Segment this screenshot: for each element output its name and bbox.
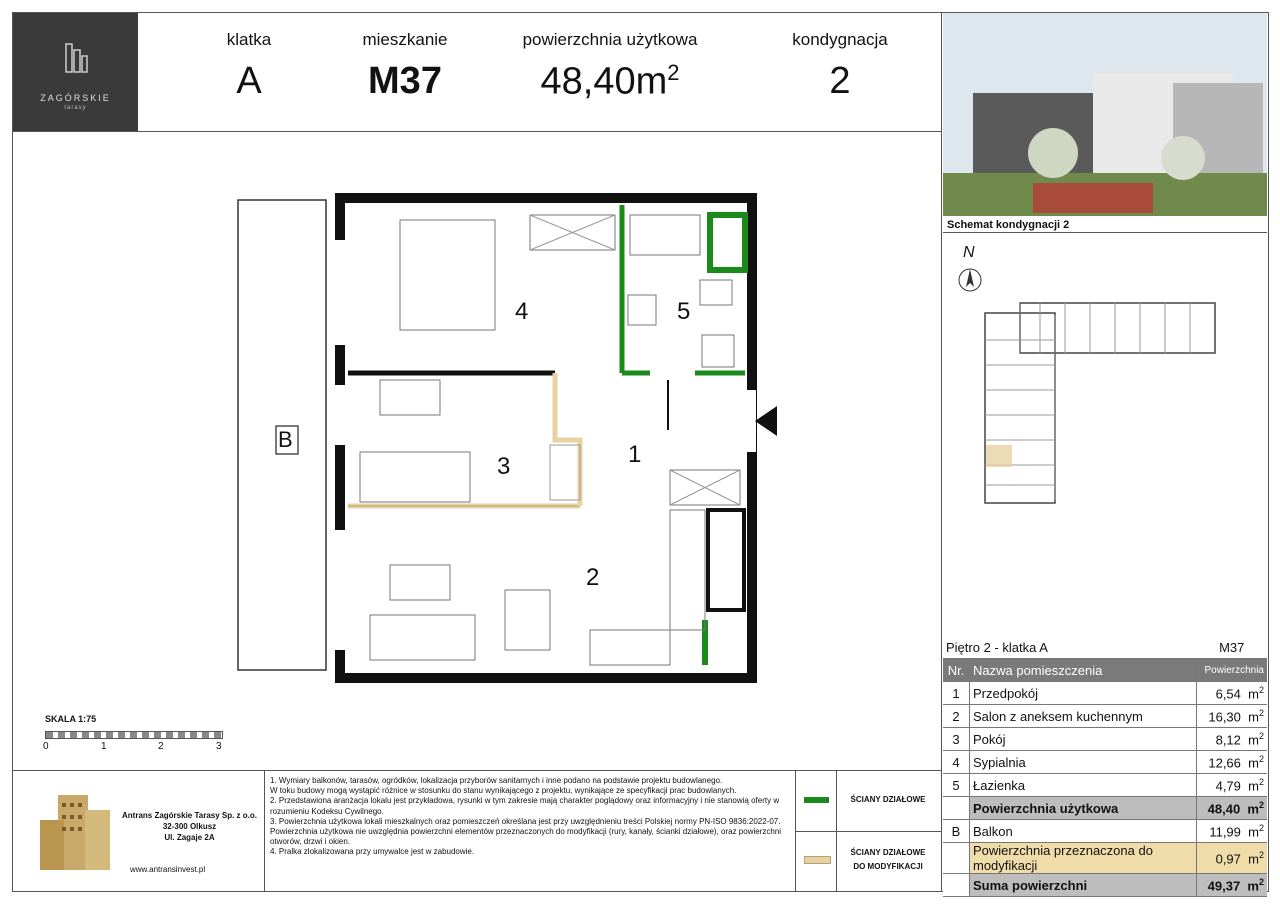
floor-plan: [230, 190, 810, 690]
note-1: 1. Wymiary balkonów, tarasów, ogródków, lokalizacja przyborów sanitarnych i inne podano na podstawie projektu budowlanego.: [270, 776, 723, 785]
footer-notes: [270, 776, 790, 858]
scale-tick-1: 1: [101, 741, 107, 752]
usable-area-row: [943, 797, 1267, 820]
table-caption-left: Piętro 2 - klatka A: [943, 636, 1197, 659]
tv-stand: [390, 565, 450, 600]
kitchen-side: [670, 510, 705, 630]
row-nr: 4: [943, 751, 970, 774]
shaft-black: [708, 510, 744, 610]
company-logo-icon: [30, 785, 120, 885]
mod-area: [1197, 843, 1268, 874]
scale-label: SKALA 1:75: [45, 714, 97, 724]
schematic-title: Schemat kondygnacji 2: [947, 219, 1070, 231]
footer-sep-1: [264, 771, 265, 891]
bed-single: [360, 452, 470, 502]
row-unit: m: [1248, 732, 1259, 748]
klatka-value: A: [236, 60, 262, 102]
legend-mod-line1: ŚCIANY DZIAŁOWE: [850, 848, 926, 857]
row-unit-sup: 2: [1258, 753, 1264, 764]
row-unit: m: [1248, 686, 1259, 702]
klatka-label: klatka: [226, 30, 272, 49]
row-unit: m: [1248, 851, 1259, 867]
row-unit: m: [1248, 709, 1259, 725]
footer-sep-4: [795, 831, 941, 832]
note-4: 4. Pralka zlokalizowana przy umywalce jest w zabudowie.: [270, 847, 475, 857]
usable-name: Powierzchnia użytkowa: [970, 797, 1197, 820]
north-label: N: [963, 244, 975, 261]
room-number-4: 4: [515, 298, 529, 325]
row-area-value: 8,12: [1215, 732, 1241, 748]
usable-area-value: 48,40: [1207, 801, 1241, 817]
row-unit-sup: 2: [1258, 730, 1264, 741]
note-3: 3. Powierzchnia użytkowa lokali mieszkalnych oraz pomieszczeń określana jest przy uwzględnieniu treści Polskiej normy PN-ISO 9836:2022-07. Powierzchnia użytkowa nie uwzględnia powierzchni elementów przeznaczonych do modyfikacji (rury, kanały, ścianki działowe), oraz powierzchni otworów, drzwi i okien.: [270, 816, 782, 847]
building-render-photo: [943, 13, 1267, 216]
company-line-1: Antrans Zagórskie Tarasy Sp. z o.o.: [122, 811, 257, 820]
entrance-arrow: [755, 406, 777, 436]
schematic-divider: [943, 232, 1267, 233]
mieszkanie-label: mieszkanie: [362, 30, 448, 49]
row-unit: m: [1248, 755, 1259, 771]
row-unit: m: [1248, 778, 1259, 794]
kitchen-counter: [590, 630, 670, 665]
row-nr-empty: [943, 874, 970, 897]
balcony-nr: B: [943, 820, 970, 843]
mieszkanie-value: M37: [368, 60, 442, 102]
row-nr-empty: [943, 843, 970, 874]
row-area: [1197, 774, 1268, 797]
row-area: [1197, 728, 1268, 751]
table-row: [943, 728, 1267, 751]
row-area-value: 4,79: [1215, 778, 1241, 794]
bed-double: [400, 220, 495, 330]
table-row: [943, 705, 1267, 728]
powierzchnia-value: [510, 60, 710, 104]
row-unit-sup: 2: [1258, 849, 1264, 860]
total-area: [1197, 874, 1268, 897]
scale-tick-3: 3: [216, 741, 222, 752]
compass-icon: [957, 267, 983, 293]
mod-wall-2: [555, 373, 580, 506]
row-nr-empty: [943, 797, 970, 820]
kondygnacja-value: 2: [829, 60, 851, 102]
row-nr: 1: [943, 682, 970, 705]
window-gap-1: [334, 240, 348, 345]
total-name: Suma powierzchni: [970, 874, 1197, 897]
total-area-row: [943, 874, 1267, 897]
right-panel-divider: [941, 12, 942, 892]
room-number-1: 1: [628, 441, 642, 468]
row-area-value: 16,30: [1208, 709, 1241, 725]
entrance-gap: [742, 390, 756, 452]
logo-sub: tarasy: [64, 105, 87, 111]
row-nr: 5: [943, 774, 970, 797]
kondygnacja-label: kondygnacja: [792, 30, 888, 49]
company-address: [112, 810, 267, 843]
note-1b: W toku budowy mogą wystąpić różnice w stosunku do stanu wynikającego z projektu, wynikające ze specyfikacji prac budowlanych.: [270, 786, 737, 796]
row-unit-sup: 2: [1258, 876, 1264, 887]
table-row: [943, 682, 1267, 705]
desk: [380, 380, 440, 415]
legend-mod-label: [838, 846, 938, 874]
floor-schematic: [980, 295, 1220, 510]
row-area: [1197, 705, 1268, 728]
row-area: [1197, 751, 1268, 774]
company-website[interactable]: www.antransinvest.pl: [130, 865, 206, 874]
balcony-area: [1197, 820, 1268, 843]
powierzchnia-sup: 2: [667, 60, 680, 85]
toilet: [700, 280, 732, 305]
row-name: Salon z aneksem kuchennym: [970, 705, 1197, 728]
row-unit-sup: 2: [1258, 799, 1264, 810]
usable-area: [1197, 797, 1268, 820]
washer: [702, 335, 734, 367]
rooms-table: [943, 636, 1267, 897]
scale-bar: [45, 731, 223, 739]
row-name: Łazienka: [970, 774, 1197, 797]
legend-mod-line2: DO MODYFIKACJI: [853, 862, 923, 871]
outer-walls: [340, 198, 752, 678]
room-number-2: 2: [586, 564, 600, 591]
row-name: Pokój: [970, 728, 1197, 751]
legend-walls-label: ŚCIANY DZIAŁOWE: [850, 795, 926, 804]
table-caption-row: [943, 636, 1267, 659]
row-name: Przedpokój: [970, 682, 1197, 705]
legend-swatch-green: [804, 797, 829, 803]
company-line-3: Ul. Zagaje 2A: [164, 833, 215, 842]
logo-name: ZAGÓRSKIE: [40, 93, 111, 103]
balcony-row: [943, 820, 1267, 843]
row-nr: 3: [943, 728, 970, 751]
window-gap-3: [334, 530, 348, 650]
building-logo-icon: [63, 41, 89, 75]
balcony-label: B: [278, 427, 293, 452]
row-nr: 2: [943, 705, 970, 728]
table-row: [943, 751, 1267, 774]
powierzchnia-label: powierzchnia użytkowa: [522, 30, 698, 49]
col-area-header: Powierzchnia: [1197, 659, 1268, 682]
closet-3: [550, 445, 580, 500]
note-2: 2. Przedstawiona aranżacja lokalu jest przykładowa, rysunki w tym zakresie mają charakter poglądowy oraz informacyjny i nie stanowią oferty w rozumieniu Kodeksu Cywilnego.: [270, 796, 780, 816]
row-unit-sup: 2: [1258, 707, 1264, 718]
row-area-value: 12,66: [1208, 755, 1241, 771]
row-unit: m: [1248, 824, 1259, 840]
row-unit-sup: 2: [1258, 684, 1264, 695]
room-number-5: 5: [677, 298, 691, 325]
company-line-2: 32-300 Olkusz: [162, 822, 217, 831]
header-divider: [12, 131, 942, 132]
scale-tick-2: 2: [158, 741, 164, 752]
apartment-highlight: [986, 445, 1012, 467]
sofa: [370, 615, 475, 660]
table-caption-right: M37: [1197, 636, 1268, 659]
row-unit: m: [1247, 801, 1259, 817]
dining-table: [505, 590, 550, 650]
mod-area-value: 0,97: [1215, 851, 1241, 867]
footer-divider: [12, 770, 942, 771]
table-row: [943, 774, 1267, 797]
brand-logo: [13, 13, 138, 131]
row-name: Sypialnia: [970, 751, 1197, 774]
row-unit-sup: 2: [1258, 822, 1264, 833]
powierzchnia-number: 48,40m: [540, 60, 668, 103]
room-number-3: 3: [497, 453, 511, 480]
total-area-value: 49,37: [1207, 878, 1241, 894]
balcony-area-value: 11,99: [1209, 824, 1241, 840]
col-name-header: Nazwa pomieszczenia: [970, 659, 1197, 682]
window-gap-2: [334, 385, 348, 445]
col-nr-header: Nr.: [943, 659, 970, 682]
mod-area-row: [943, 843, 1267, 874]
row-unit: m: [1247, 878, 1259, 894]
row-unit-sup: 2: [1258, 776, 1264, 787]
scale-tick-0: 0: [43, 741, 49, 752]
balcony-name: Balkon: [970, 820, 1197, 843]
sink: [628, 295, 656, 325]
mod-name: Powierzchnia przeznaczona do modyfikacji: [970, 843, 1197, 874]
table-header-row: [943, 659, 1267, 682]
legend-swatch-beige: [804, 856, 831, 864]
shower: [630, 215, 700, 255]
row-area: [1197, 682, 1268, 705]
shaft-green: [710, 215, 745, 270]
row-area-value: 6,54: [1215, 686, 1241, 702]
